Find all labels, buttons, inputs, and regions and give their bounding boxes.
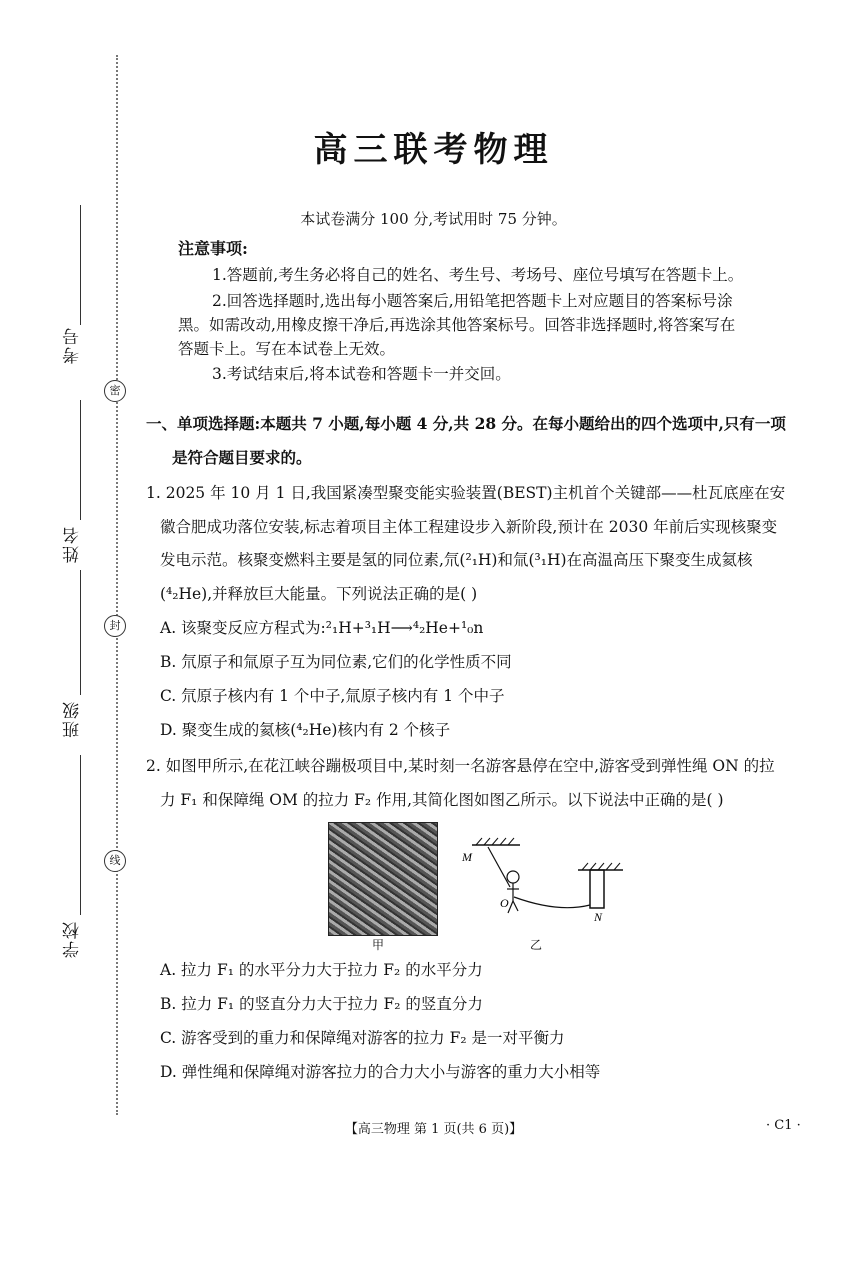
q1-option-d: D. 聚变生成的氦核(⁴₂He)核内有 2 个核子 — [160, 721, 451, 739]
q1-stem-line-4: (⁴₂He),并释放巨大能量。下列说法正确的是( ) — [160, 585, 478, 603]
page-title: 高三联考物理 — [313, 130, 554, 170]
school-label: 学校 — [63, 920, 83, 958]
page-footer: 【高三物理 第 1 页(共 6 页)】 — [344, 1122, 523, 1137]
name-label: 姓名 — [63, 525, 83, 563]
tourist-head — [507, 871, 519, 883]
notice-item-2b: 黑。如需改动,用橡皮擦干净后,再选涂其他答案标号。回答非选择题时,将答案写在 — [178, 316, 736, 334]
label-n: N — [594, 910, 603, 924]
notice-item-2a: 2.回答选择题时,选出每小题答案后,用铅笔把答题卡上对应题目的答案标号涂 — [212, 292, 733, 310]
seal-mi-icon: 密 — [104, 380, 126, 402]
school-field[interactable] — [80, 755, 81, 915]
label-o: O — [500, 896, 509, 910]
rope-on — [514, 897, 590, 908]
q2-stem-line-2: 力 F₁ 和保障绳 OM 的拉力 F₂ 作用,其简化图如图乙所示。以下说法中正确的是( ) — [160, 791, 724, 809]
section-1-heading-cont: 是符合题目要求的。 — [172, 448, 312, 467]
figure-jia-label: 甲 — [372, 938, 385, 952]
bungee-diagram — [458, 835, 638, 935]
notice-heading: 注意事项: — [178, 239, 248, 258]
q2-option-a: A. 拉力 F₁ 的水平分力大于拉力 F₂ 的水平分力 — [160, 961, 483, 979]
q2-stem-line-1: 2. 如图甲所示,在花江峡谷蹦极项目中,某时刻一名游客悬停在空中,游客受到弹性绳 ON 的拉 — [146, 757, 775, 775]
figure-yi-label: 乙 — [530, 938, 543, 952]
exam-info: 本试卷满分 100 分,考试用时 75 分钟。 — [300, 210, 567, 228]
class-field[interactable] — [80, 570, 81, 695]
class-label: 班级 — [63, 700, 83, 738]
seal-xian-icon: 线 — [104, 850, 126, 872]
notice-item-2c: 答题卡上。写在本试卷上无效。 — [178, 340, 396, 358]
rope-om — [488, 847, 510, 887]
name-field[interactable] — [80, 400, 81, 520]
bungee-photo — [328, 822, 438, 936]
paper-code: · C1 · — [766, 1118, 801, 1133]
label-m: M — [462, 850, 472, 864]
seal-feng-icon: 封 — [104, 615, 126, 637]
q2-option-c: C. 游客受到的重力和保障绳对游客的拉力 F₂ 是一对平衡力 — [160, 1029, 565, 1047]
q2-option-b: B. 拉力 F₁ 的竖直分力大于拉力 F₂ 的竖直分力 — [160, 995, 483, 1013]
q1-option-a: A. 该聚变反应方程式为:²₁H+³₁H⟶⁴₂He+¹₀n — [160, 619, 484, 637]
notice-item-3: 3.考试结束后,将本试卷和答题卡一并交回。 — [212, 365, 511, 383]
q1-stem-line-3: 发电示范。核聚变燃料主要是氢的同位素,氘(²₁H)和氚(³₁H)在高温高压下聚变生成氦核 — [160, 551, 753, 569]
notice-item-1: 1.答题前,考生务必将自己的姓名、考生号、考场号、座位号填写在答题卡上。 — [212, 266, 744, 284]
q1-stem-line-1: 1. 2025 年 10 月 1 日,我国紧凑型聚变能实验装置(BEST)主机首个关键部——杜瓦底座在安 — [146, 484, 786, 502]
section-1-heading: 一、单项选择题:本题共 7 小题,每小题 4 分,共 28 分。在每小题给出的四个选项中,只有一项 — [146, 414, 786, 433]
q2-option-d: D. 弹性绳和保障绳对游客拉力的合力大小与游客的重力大小相等 — [160, 1063, 601, 1081]
exam-no-label: 考号 — [63, 326, 83, 364]
q1-stem-line-2: 徽合肥成功落位安装,标志着项目主体工程建设步入新阶段,预计在 2030 年前后实现核聚变 — [160, 518, 778, 536]
q1-option-b: B. 氘原子和氚原子互为同位素,它们的化学性质不同 — [160, 653, 512, 671]
post-n — [590, 870, 604, 908]
q1-option-c: C. 氘原子核内有 1 个中子,氚原子核内有 1 个中子 — [160, 687, 505, 705]
